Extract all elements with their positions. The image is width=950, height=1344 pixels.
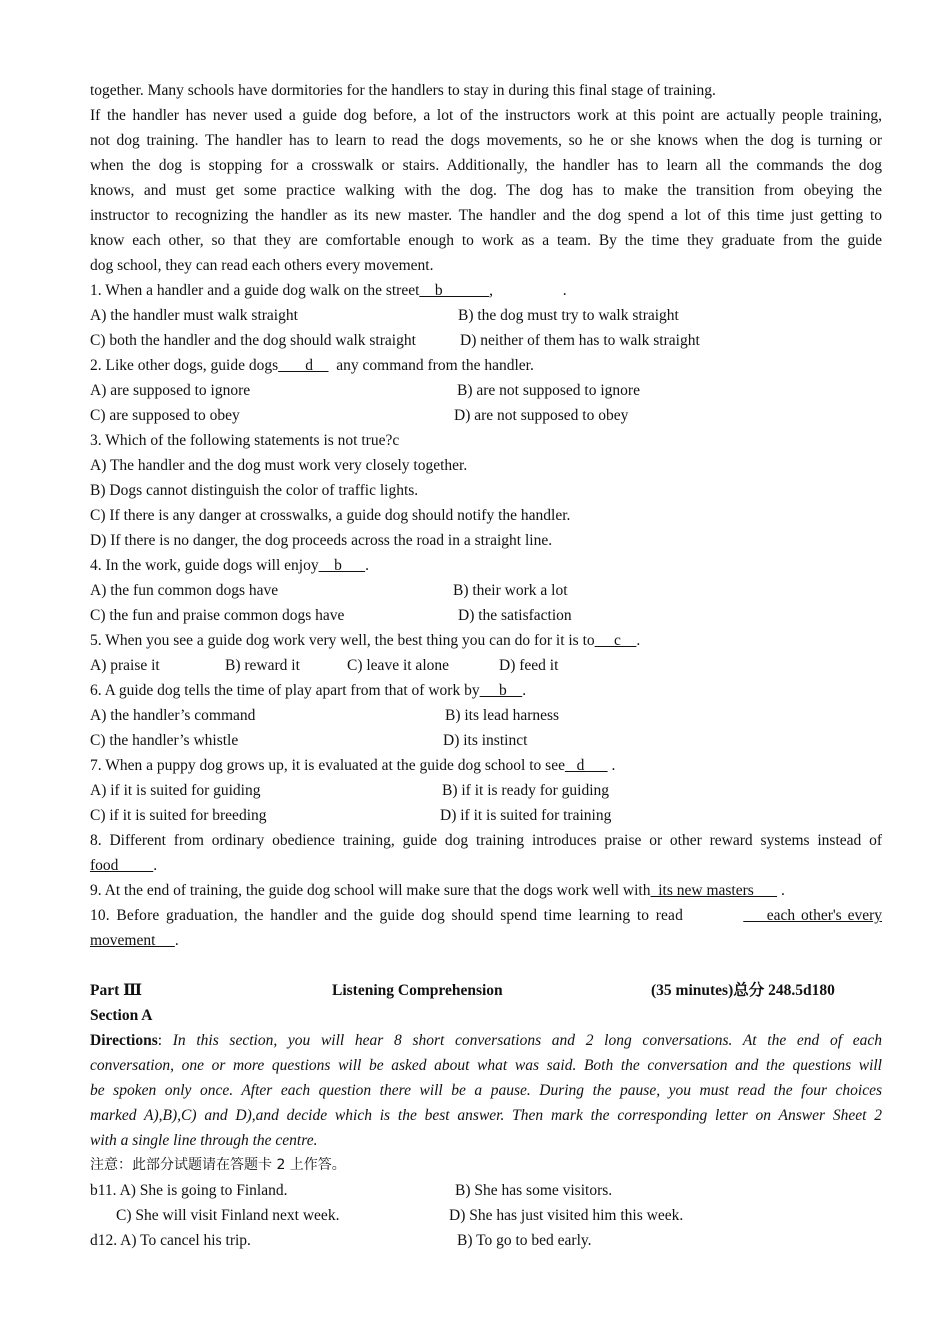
question-1 bbox=[90, 278, 882, 303]
question-tail: . bbox=[607, 757, 616, 774]
option-c: C) the handler’s whistle bbox=[90, 732, 239, 749]
option-a: A) praise it bbox=[90, 657, 160, 674]
directions-line: marked A),B),C) and D),and decide which is the best answer. Then mark the corresponding letter on Answer Sheet 2 bbox=[90, 1107, 882, 1124]
option-b: B) She has some visitors. bbox=[455, 1182, 613, 1199]
directions-text: In this section, you will hear 8 short conversations and 2 long conversations. At the end of each bbox=[172, 1032, 882, 1049]
passage-line: dog school, they can read each others every movement. bbox=[90, 257, 434, 274]
question-2 bbox=[90, 353, 882, 378]
option-b: B) are not supposed to ignore bbox=[457, 382, 640, 399]
question-8-answer bbox=[90, 853, 882, 878]
question-stem: 2. Like other dogs, guide dogs bbox=[90, 357, 279, 374]
question-tail: . bbox=[636, 632, 641, 649]
document-page bbox=[90, 78, 882, 1253]
passage-line: together. Many schools have dormitories for the handlers to stay in during this final stage of training. bbox=[90, 82, 716, 99]
option-c: C) are supposed to obey bbox=[90, 407, 240, 424]
answer-blank: its new masters bbox=[650, 882, 778, 899]
directions-line: conversation, one or more questions will be asked about what was said. Both the conversation and the questions will bbox=[90, 1057, 882, 1074]
directions-line bbox=[90, 1028, 882, 1053]
question-stem: 4. In the work, guide dogs will enjoy bbox=[90, 557, 319, 574]
passage-line: know each other, so that they are comfortable enough to work as a team. By the time they graduate from the guide bbox=[90, 232, 882, 249]
options-row bbox=[90, 703, 882, 728]
options-row bbox=[90, 328, 882, 353]
question-tail: . bbox=[153, 857, 158, 874]
answer-blank: d bbox=[564, 757, 608, 774]
option-d: D) if it is suited for training bbox=[440, 807, 612, 824]
answer-blank: __b______ bbox=[419, 282, 490, 299]
directions-line: be spoken only once. After each question there will be a pause. During the pause, you must read the four choices bbox=[90, 1082, 882, 1099]
option-c: C) the fun and praise common dogs have bbox=[90, 607, 345, 624]
option-a: A) if it is suited for guiding bbox=[90, 782, 261, 799]
question-tail: . bbox=[365, 557, 369, 574]
question-4 bbox=[90, 553, 882, 578]
answer-blank: each other's every bbox=[743, 907, 882, 924]
options-row bbox=[90, 803, 882, 828]
option-d: D) She has just visited him this week. bbox=[449, 1207, 684, 1224]
option-a: A) the handler must walk straight bbox=[90, 307, 298, 324]
question-9 bbox=[90, 878, 882, 903]
option-a: A) the handler’s command bbox=[90, 707, 256, 724]
passage-line: when the dog is stopping for a crosswalk or stairs. Additionally, the handler has to learn all the commands the dog bbox=[90, 157, 882, 174]
option-c: C) leave it alone bbox=[347, 657, 449, 674]
option-b: B) reward it bbox=[225, 657, 300, 674]
part-label: Part Ⅲ bbox=[90, 982, 143, 999]
option-a: A) are supposed to ignore bbox=[90, 382, 251, 399]
options-row bbox=[90, 378, 882, 403]
option-d: D) neither of them has to walk straight bbox=[460, 332, 700, 349]
options-row bbox=[90, 778, 882, 803]
options-row bbox=[90, 578, 882, 603]
note-line: 注意：此部分试题请在答题卡 2 上作答。 bbox=[90, 1157, 346, 1173]
question-stem: 9. At the end of training, the guide dog school will make sure that the dogs work well with bbox=[90, 882, 651, 899]
question-8-stem: 8. Different from ordinary obedience training, guide dog training introduces praise or other reward systems instead of bbox=[90, 832, 882, 849]
question-tail: any command from the handler. bbox=[328, 357, 534, 374]
part-time: (35 minutes)总分 248.5d180 bbox=[651, 982, 835, 999]
question-tail: . bbox=[777, 882, 785, 899]
part-header bbox=[90, 978, 882, 1003]
question-6 bbox=[90, 678, 882, 703]
question-stem: 10. Before graduation, the handler and the guide dog should spend time learning to read bbox=[90, 907, 683, 924]
options-row bbox=[90, 728, 882, 753]
options-row bbox=[90, 1228, 882, 1253]
question-stem: 5. When you see a guide dog work very well, the best thing you can do for it is to bbox=[90, 632, 595, 649]
answer-blank: c bbox=[594, 632, 637, 649]
answer-blank: b bbox=[479, 682, 523, 699]
options-row bbox=[90, 1203, 882, 1228]
answer-blank: movement bbox=[90, 932, 175, 949]
question-3: 3. Which of the following statements is not true?c bbox=[90, 432, 400, 449]
option-a: A) the fun common dogs have bbox=[90, 582, 279, 599]
question-stem: 7. When a puppy dog grows up, it is evaluated at the guide dog school to see bbox=[90, 757, 565, 774]
option-b: B) their work a lot bbox=[453, 582, 568, 599]
question-5 bbox=[90, 628, 882, 653]
passage-line: instructor to recognizing the handler as its new master. The handler and the dog spend a lot of this time just getting to bbox=[90, 207, 882, 224]
question-10 bbox=[90, 903, 882, 928]
option-c: C) If there is any danger at crosswalks, a guide dog should notify the handler. bbox=[90, 507, 571, 524]
passage-line: If the handler has never used a guide dog before, a lot of the instructors work at this point are actually people training, bbox=[90, 107, 882, 124]
passage-line: not dog training. The handler has to learn to read the dogs movements, so he or she knows when the dog is turning or bbox=[90, 132, 882, 149]
option-c: C) if it is suited for breeding bbox=[90, 807, 267, 824]
answer-blank: b bbox=[318, 557, 366, 574]
option-c: C) She will visit Finland next week. bbox=[116, 1207, 340, 1224]
question-stem: 1. When a handler and a guide dog walk on the street bbox=[90, 282, 420, 299]
spacer bbox=[90, 953, 882, 978]
options-row bbox=[90, 303, 882, 328]
option-c: C) both the handler and the dog should walk straight bbox=[90, 332, 416, 349]
option-a: b11. A) She is going to Finland. bbox=[90, 1182, 288, 1199]
option-b: B) the dog must try to walk straight bbox=[458, 307, 679, 324]
option-a: d12. A) To cancel his trip. bbox=[90, 1232, 251, 1249]
options-row bbox=[90, 653, 882, 678]
option-b: B) if it is ready for guiding bbox=[442, 782, 610, 799]
answer-blank: food bbox=[90, 857, 154, 874]
part-title: Listening Comprehension bbox=[332, 982, 503, 999]
option-a: A) The handler and the dog must work very closely together. bbox=[90, 457, 468, 474]
options-row bbox=[90, 403, 882, 428]
options-row bbox=[90, 603, 882, 628]
question-10-cont bbox=[90, 928, 882, 953]
option-d: D) feed it bbox=[499, 657, 559, 674]
option-b: B) To go to bed early. bbox=[457, 1232, 592, 1249]
directions-line: with a single line through the centre. bbox=[90, 1132, 318, 1149]
question-tail: . bbox=[174, 932, 179, 949]
question-7 bbox=[90, 753, 882, 778]
option-b: B) its lead harness bbox=[445, 707, 560, 724]
option-b: B) Dogs cannot distinguish the color of traffic lights. bbox=[90, 482, 419, 499]
question-stem: 6. A guide dog tells the time of play apart from that of work by bbox=[90, 682, 480, 699]
option-d: D) the satisfaction bbox=[458, 607, 572, 624]
question-tail: . bbox=[522, 682, 527, 699]
options-row bbox=[90, 1178, 882, 1203]
option-d: D) are not supposed to obey bbox=[454, 407, 629, 424]
answer-blank: d bbox=[278, 357, 329, 374]
section-label: Section A bbox=[90, 1007, 153, 1024]
directions-colon: : bbox=[157, 1032, 173, 1049]
passage-line: knows, and must get some practice walking with the dog. The dog has to make the transition from obeying the bbox=[90, 182, 882, 199]
option-d: D) its instinct bbox=[443, 732, 528, 749]
directions-label: Directions bbox=[90, 1032, 158, 1049]
question-tail: , . bbox=[489, 282, 567, 299]
option-d: D) If there is no danger, the dog proceeds across the road in a straight line. bbox=[90, 532, 553, 549]
